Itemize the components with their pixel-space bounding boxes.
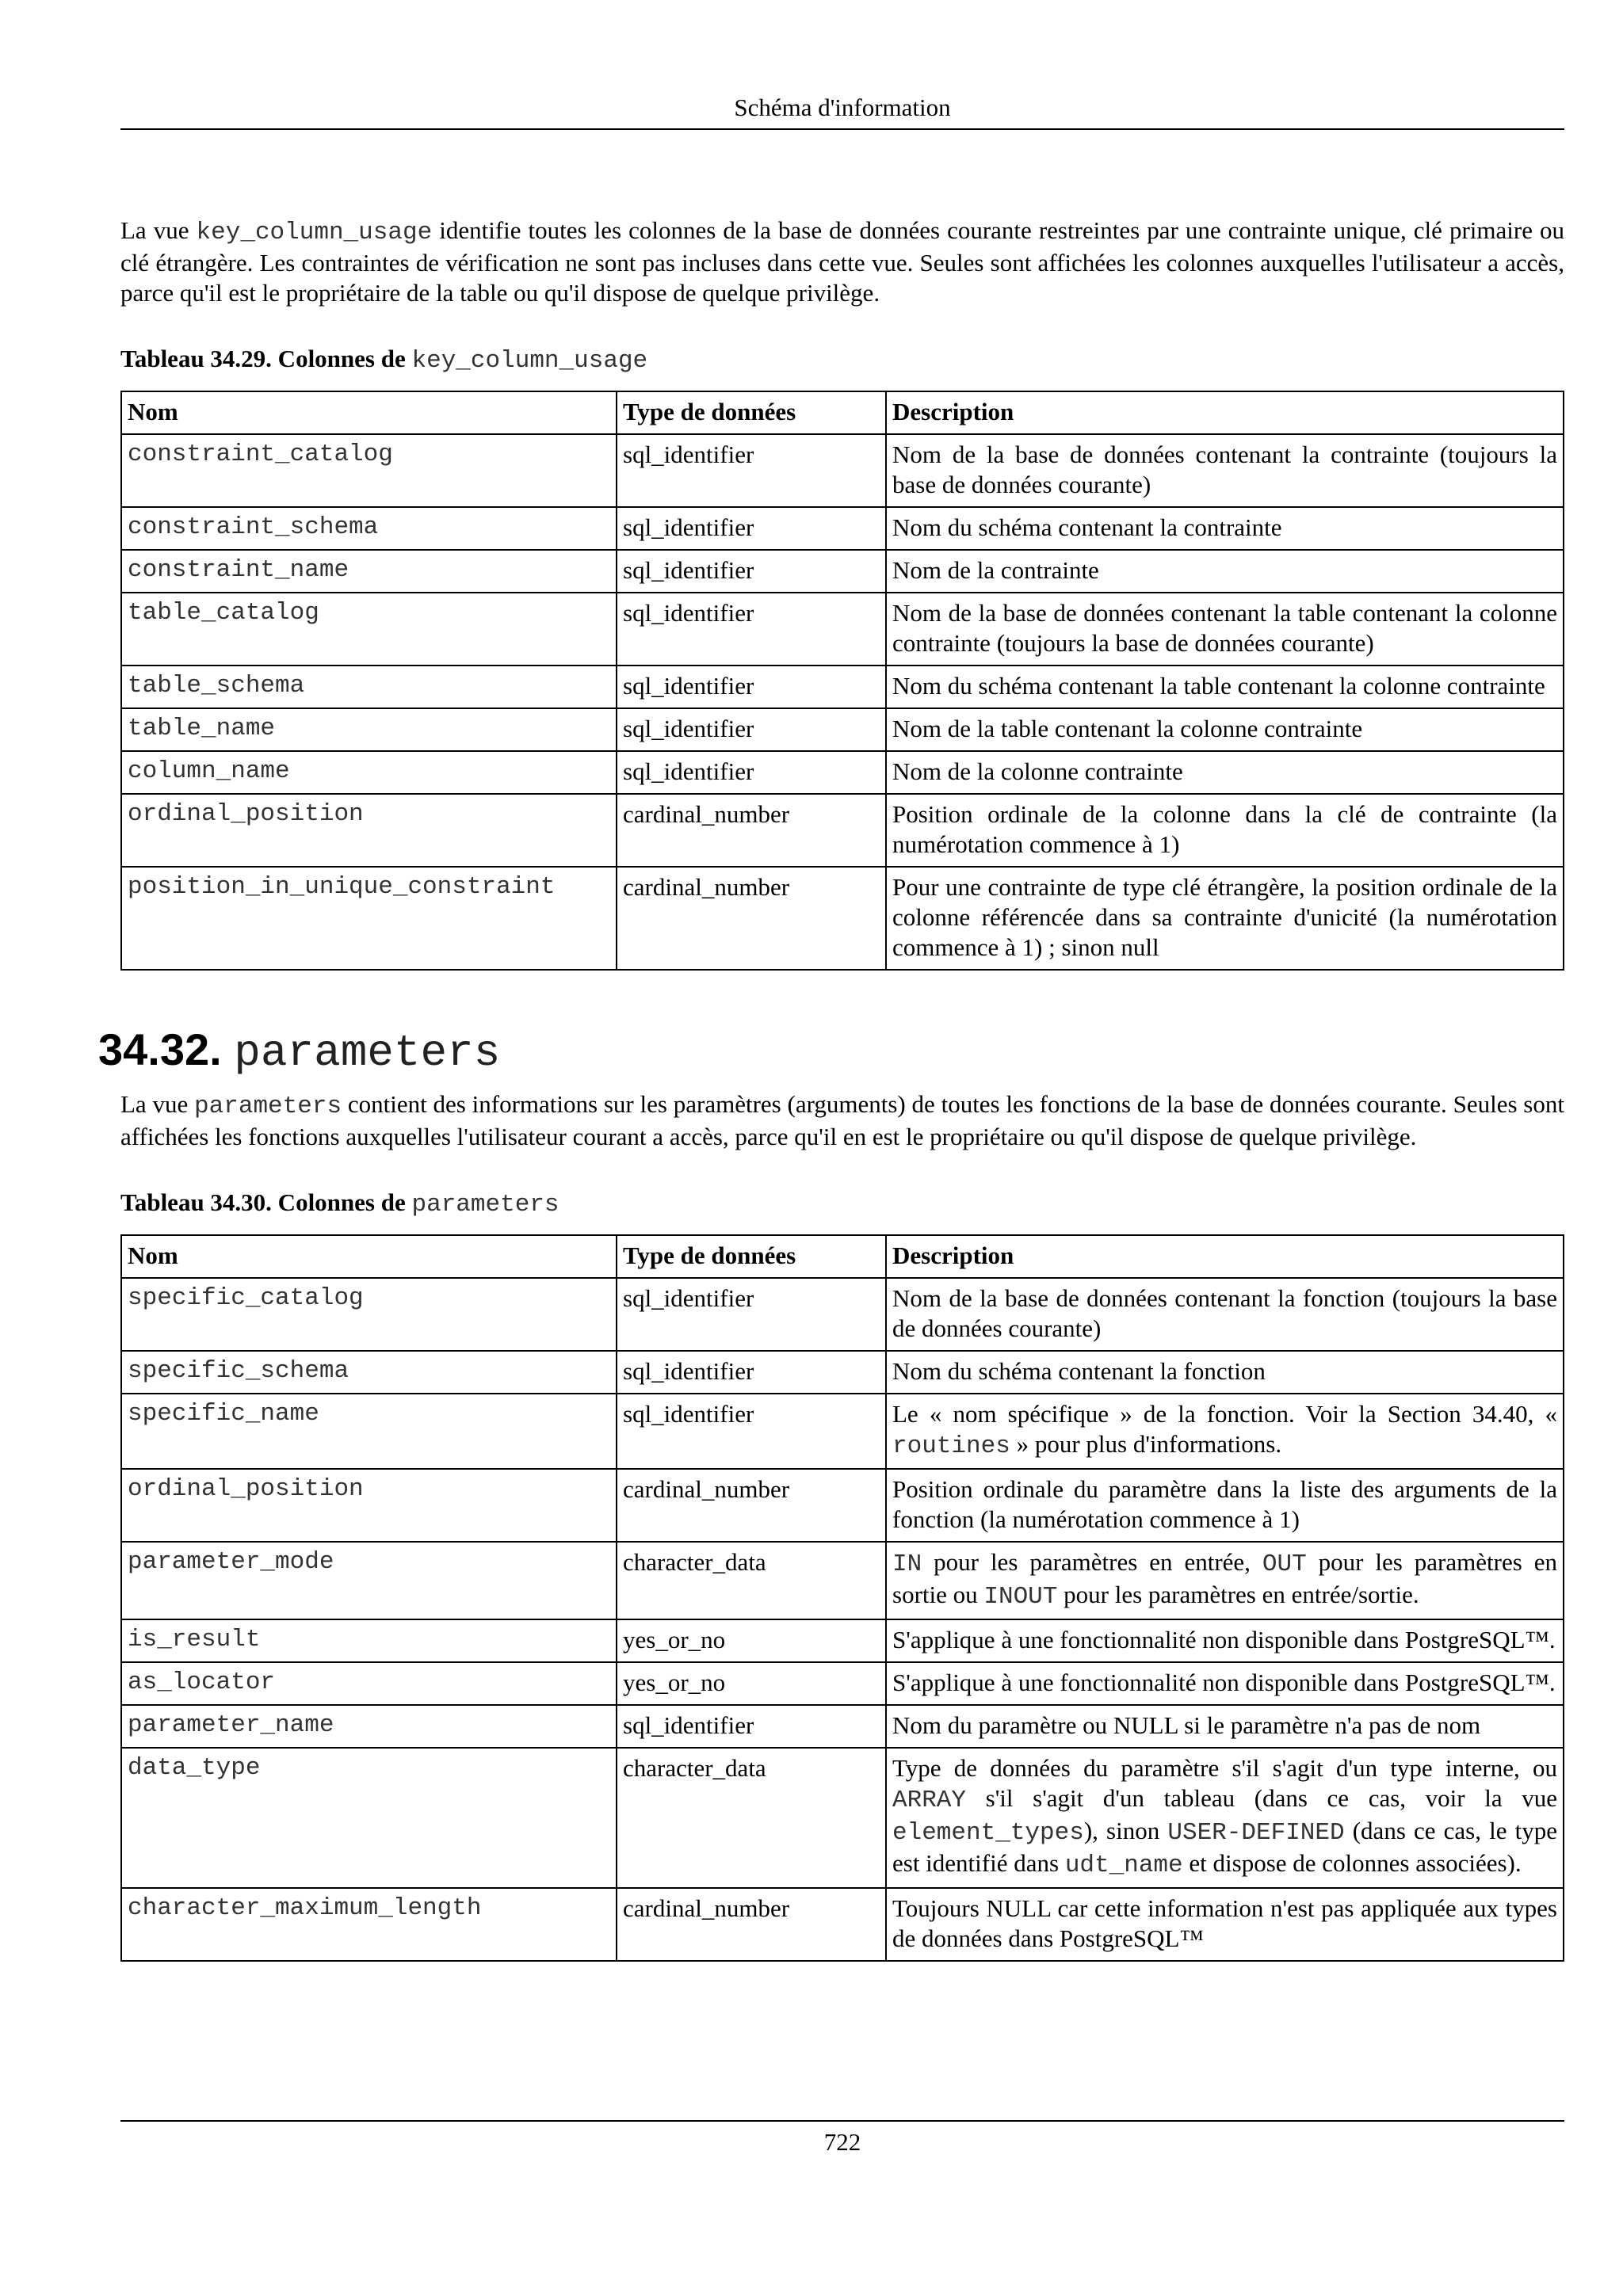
description-cell: Nom du paramètre ou NULL si le paramètre n'a pas de nom [886, 1705, 1564, 1748]
inline-code: element_types [892, 1819, 1084, 1847]
description-cell: Toujours NULL car cette information n'est pas appliquée aux types de données dans PostgreSQL™ [886, 1888, 1564, 1961]
table1-body [121, 434, 1564, 970]
table-row [121, 1394, 1564, 1469]
column-name-cell: character_maximum_length [121, 1888, 617, 1961]
description-text: pour les paramètres en entrée, [922, 1548, 1262, 1576]
data-type-cell: sql_identifier [617, 593, 886, 666]
table-row [121, 751, 1564, 794]
table-header-row [121, 1235, 1564, 1278]
table2-caption-code: parameters [411, 1191, 559, 1219]
description-text: (dans ce cas, le type est identifié dans [892, 1817, 1557, 1877]
col-header-name: Nom [121, 1235, 617, 1278]
column-name-cell: is_result [121, 1619, 617, 1662]
column-name-cell: column_name [121, 751, 617, 794]
table-row [121, 1469, 1564, 1542]
table-row [121, 867, 1564, 970]
inline-code: ARRAY [892, 1787, 967, 1814]
description-cell: Nom de la base de données contenant la table contenant la colonne contrainte (toujours la base de données courante) [886, 593, 1564, 666]
inline-code: IN [892, 1550, 922, 1578]
data-type-cell: cardinal_number [617, 794, 886, 867]
table-row [121, 1278, 1564, 1351]
description-cell: Nom de la base de données contenant la fonction (toujours la base de données courante) [886, 1278, 1564, 1351]
column-name-cell: table_schema [121, 666, 617, 708]
table2-body [121, 1278, 1564, 1961]
description-cell: Nom de la colonne contrainte [886, 751, 1564, 794]
data-type-cell: sql_identifier [617, 751, 886, 794]
table-row [121, 507, 1564, 550]
description-cell: S'applique à une fonctionnalité non disponible dans PostgreSQL™. [886, 1662, 1564, 1705]
table-key-column-usage [120, 391, 1564, 971]
description-cell: Nom de la contrainte [886, 550, 1564, 593]
table-row [121, 794, 1564, 867]
column-name-cell: constraint_schema [121, 507, 617, 550]
table-header-row [121, 391, 1564, 434]
table2-caption [120, 1188, 1564, 1219]
description-text: » pour plus d'informations. [1010, 1430, 1282, 1458]
description-text: Type de données du paramètre s'il s'agit d'un type interne, ou [892, 1754, 1557, 1782]
table1-caption-bold: Tableau 34.29. Colonnes de [120, 345, 412, 372]
description-text: s'il s'agit d'un tableau (dans ce cas, voir la vue [966, 1784, 1557, 1812]
table-row [121, 434, 1564, 507]
table-row [121, 1542, 1564, 1619]
data-type-cell: sql_identifier [617, 1394, 886, 1469]
document-page [98, 0, 1564, 1962]
data-type-cell: sql_identifier [617, 1705, 886, 1748]
table-row [121, 1619, 1564, 1662]
data-type-cell: sql_identifier [617, 1351, 886, 1394]
table2-caption-bold: Tableau 34.30. Colonnes de [120, 1188, 412, 1216]
description-cell: Position ordinale de la colonne dans la clé de contrainte (la numérotation commence à 1) [886, 794, 1564, 867]
description-cell: Nom du schéma contenant la contrainte [886, 507, 1564, 550]
data-type-cell: cardinal_number [617, 867, 886, 970]
description-cell [886, 1394, 1564, 1469]
data-type-cell: yes_or_no [617, 1619, 886, 1662]
description-text: et dispose de colonnes associées). [1182, 1849, 1522, 1877]
description-cell [886, 1748, 1564, 1888]
inline-code: USER-DEFINED [1167, 1819, 1345, 1847]
data-type-cell: character_data [617, 1542, 886, 1619]
col-header-type: Type de données [617, 391, 886, 434]
table-row [121, 1705, 1564, 1748]
page-footer [120, 2120, 1564, 2157]
col-header-description: Description [886, 391, 1564, 434]
column-name-cell: table_name [121, 708, 617, 751]
description-cell: Position ordinale du paramètre dans la liste des arguments de la fonction (la numérotation commence à 1) [886, 1469, 1564, 1542]
column-name-cell: specific_schema [121, 1351, 617, 1394]
table1-caption [120, 345, 1564, 375]
data-type-cell: sql_identifier [617, 666, 886, 708]
section-number: 34.32. [98, 1024, 222, 1074]
col-header-description: Description [886, 1235, 1564, 1278]
column-name-cell: ordinal_position [121, 1469, 617, 1542]
inline-code: udt_name [1064, 1852, 1183, 1879]
column-name-cell: constraint_name [121, 550, 617, 593]
table-parameters [120, 1234, 1564, 1962]
column-name-cell: data_type [121, 1748, 617, 1888]
table-row [121, 1351, 1564, 1394]
data-type-cell: cardinal_number [617, 1469, 886, 1542]
column-name-cell: parameter_name [121, 1705, 617, 1748]
data-type-cell: sql_identifier [617, 1278, 886, 1351]
inline-code: OUT [1262, 1550, 1307, 1578]
column-name-cell: ordinal_position [121, 794, 617, 867]
column-name-cell: constraint_catalog [121, 434, 617, 507]
intro2-text-after: contient des informations sur les paramètres (arguments) de toutes les fonctions de la base de données courante. Seules sont affichées les fonctions auxquelles l'utilisateur courant a accès, parce qu'il en est le propriétaire ou qu'il dispose de quelque privilège. [120, 1090, 1564, 1150]
inline-code: INOUT [983, 1583, 1058, 1611]
intro-text-before: La vue [120, 216, 197, 244]
table-row [121, 1748, 1564, 1888]
description-cell [886, 1542, 1564, 1619]
data-type-cell: sql_identifier [617, 708, 886, 751]
description-cell: Pour une contrainte de type clé étrangère, la position ordinale de la colonne référencée dans sa contrainte d'unicité (la numérotation commence à 1) ; sinon null [886, 867, 1564, 970]
description-cell: Nom de la base de données contenant la contrainte (toujours la base de données courante) [886, 434, 1564, 507]
section-code: parameters [234, 1028, 501, 1078]
running-header: Schéma d'information [120, 93, 1564, 130]
data-type-cell: cardinal_number [617, 1888, 886, 1961]
data-type-cell: yes_or_no [617, 1662, 886, 1705]
intro-paragraph [120, 215, 1564, 308]
column-name-cell: specific_catalog [121, 1278, 617, 1351]
description-text: ), sinon [1083, 1817, 1168, 1844]
col-header-name: Nom [121, 391, 617, 434]
column-name-cell: specific_name [121, 1394, 617, 1469]
description-text: pour les paramètres en sortie ou [892, 1548, 1557, 1608]
col-header-type: Type de données [617, 1235, 886, 1278]
description-cell: Nom de la table contenant la colonne contrainte [886, 708, 1564, 751]
page-number: 722 [823, 2128, 861, 2156]
description-text: Le « nom spécifique » de la fonction. Voir la Section 34.40, « [892, 1400, 1557, 1428]
intro-code: key_column_usage [196, 219, 433, 246]
table1-caption-code: key_column_usage [411, 347, 648, 375]
description-cell: Nom du schéma contenant la table contenant la colonne contrainte [886, 666, 1564, 708]
table-row [121, 1662, 1564, 1705]
intro2-code: parameters [194, 1093, 342, 1120]
column-name-cell: table_catalog [121, 593, 617, 666]
column-name-cell: position_in_unique_constraint [121, 867, 617, 970]
table-row [121, 666, 1564, 708]
description-cell: S'applique à une fonctionnalité non disponible dans PostgreSQL™. [886, 1619, 1564, 1662]
data-type-cell: character_data [617, 1748, 886, 1888]
data-type-cell: sql_identifier [617, 550, 886, 593]
inline-code: routines [892, 1432, 1010, 1460]
intro-text-after: identifie toutes les colonnes de la base de données courante restreintes par une contrainte unique, clé primaire ou clé étrangère. Les contraintes de vérification ne sont pas incluses dans cette vue. Seules sont affichées les colonnes auxquelles l'utilisateur a accès, parce qu'il est le propriétaire de la table ou qu'il dispose de quelque privilège. [120, 216, 1564, 307]
table-row [121, 550, 1564, 593]
description-text: pour les paramètres en entrée/sortie. [1057, 1581, 1419, 1608]
column-name-cell: parameter_mode [121, 1542, 617, 1619]
table-row [121, 593, 1564, 666]
data-type-cell: sql_identifier [617, 507, 886, 550]
intro2-text-before: La vue [120, 1090, 195, 1118]
parameters-intro-paragraph [120, 1089, 1564, 1152]
table-row [121, 708, 1564, 751]
description-cell: Nom du schéma contenant la fonction [886, 1351, 1564, 1394]
data-type-cell: sql_identifier [617, 434, 886, 507]
column-name-cell: as_locator [121, 1662, 617, 1705]
section-heading [98, 1024, 1564, 1078]
table-row [121, 1888, 1564, 1961]
